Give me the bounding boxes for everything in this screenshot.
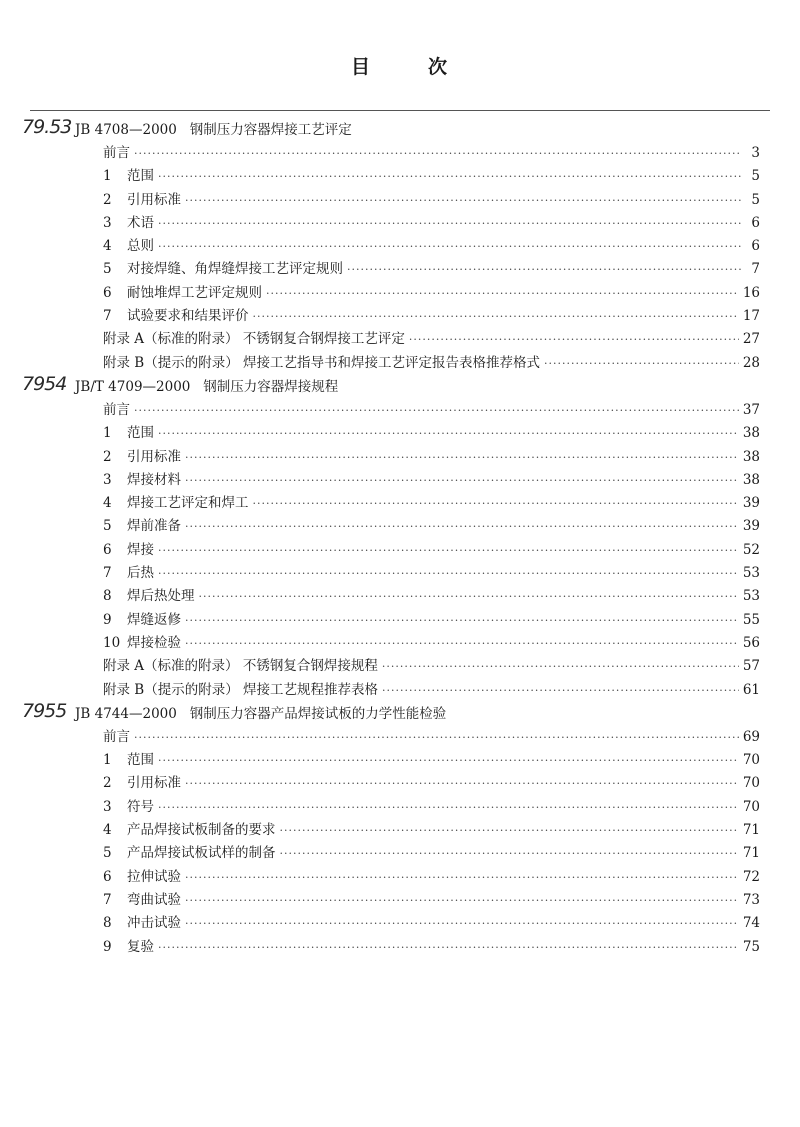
toc-entry-text: 附录 A（标准的附录） 不锈钢复合钢焊接工艺评定 <box>103 331 405 348</box>
toc-entry-number: 1 <box>103 425 112 442</box>
handwritten-annotation: 7955 <box>22 699 67 722</box>
toc-entry-number: 1 <box>103 752 112 769</box>
toc-entry-text: 弯曲试验 <box>127 891 181 908</box>
toc-entry-number: 9 <box>103 938 112 955</box>
toc-entry-page: 38 <box>742 448 760 465</box>
toc-entry-text: 试验要求和结果评价 <box>127 308 249 325</box>
dot-leader <box>158 422 739 445</box>
toc-entry-text: 焊缝返修 <box>127 611 181 628</box>
toc-entry-number: 6 <box>103 868 112 885</box>
dot-leader <box>382 655 739 678</box>
toc-entry-number: 3 <box>103 471 112 488</box>
toc-entry-number: 10 <box>103 634 121 651</box>
toc-entry <box>103 539 760 562</box>
toc-entry-number: 4 <box>103 495 112 512</box>
toc-entry-number: 7 <box>103 308 112 325</box>
dot-leader <box>544 352 739 375</box>
toc-entry-text: 总则 <box>127 238 154 255</box>
toc-entry <box>103 772 760 795</box>
toc-entry-page: 70 <box>742 775 760 792</box>
dot-leader <box>280 842 739 865</box>
toc-entry <box>103 235 760 258</box>
toc-entry <box>103 189 760 212</box>
dot-leader <box>266 282 739 305</box>
standard-title <box>75 118 352 142</box>
toc-entry-page: 53 <box>742 588 760 605</box>
toc-entry-page: 53 <box>742 565 760 582</box>
toc-entry-page: 39 <box>742 518 760 535</box>
dot-leader <box>253 492 739 515</box>
toc-entry-page: 16 <box>742 284 760 301</box>
toc-entry-page: 71 <box>742 822 760 839</box>
dot-leader <box>134 726 739 749</box>
toc-entry <box>103 165 760 188</box>
dot-leader <box>185 609 739 632</box>
dot-leader <box>185 632 739 655</box>
handwritten-annotation: 79.53 <box>22 116 72 138</box>
toc-entry-text: 附录 B（提示的附录） 焊接工艺指导书和焊接工艺评定报告表格推荐格式 <box>103 354 541 371</box>
toc-entry-text: 拉伸试验 <box>127 868 181 885</box>
toc-entry-text: 耐蚀堆焊工艺评定规则 <box>127 284 262 301</box>
toc-entry-text: 焊前准备 <box>127 518 181 535</box>
toc-entry-number: 6 <box>103 541 112 558</box>
toc-entry-text: 焊接材料 <box>127 471 181 488</box>
toc-entry-page: 55 <box>742 611 760 628</box>
toc-entry <box>103 749 760 772</box>
toc-entry-number: 1 <box>103 168 112 185</box>
toc-entry-page: 57 <box>742 658 760 675</box>
standard-code: JB 4744—2000 <box>75 705 177 722</box>
toc-entry-page: 37 <box>742 401 760 418</box>
dot-leader <box>158 212 742 235</box>
dot-leader <box>185 446 739 469</box>
toc-entry-page: 73 <box>742 891 760 908</box>
toc-entry-text: 范围 <box>127 425 154 442</box>
dot-leader <box>185 772 739 795</box>
page-title <box>0 52 800 79</box>
toc-entry-text: 产品焊接试板制备的要求 <box>127 822 276 839</box>
toc-entry-text: 术语 <box>127 214 154 231</box>
dot-leader <box>409 328 739 351</box>
toc-entry-number: 9 <box>103 611 112 628</box>
toc-entry-number: 2 <box>103 448 112 465</box>
toc-entry <box>103 912 760 935</box>
toc-entry <box>103 492 760 515</box>
toc-entry-page: 27 <box>742 331 760 348</box>
dot-leader <box>185 189 742 212</box>
toc-entry-text: 符号 <box>127 798 154 815</box>
toc-entry <box>103 819 760 842</box>
toc-entry <box>103 352 760 375</box>
dot-leader <box>185 889 739 912</box>
standard-code: JB 4708—2000 <box>75 122 177 138</box>
page-title-char-1: 目 <box>350 56 372 78</box>
toc-entry-number: 6 <box>103 284 112 301</box>
toc-entry-text: 引用标准 <box>127 775 181 792</box>
dot-leader <box>253 305 739 328</box>
table-of-contents <box>0 118 800 959</box>
toc-entry-text: 焊接检验 <box>127 634 181 651</box>
dot-leader <box>185 469 739 492</box>
toc-entry-page: 7 <box>751 261 760 278</box>
toc-entry-number: 7 <box>103 891 112 908</box>
standard-title <box>75 375 338 399</box>
toc-entry-number: 4 <box>103 238 112 255</box>
toc-entry-page: 6 <box>751 238 760 255</box>
toc-entry <box>103 679 760 702</box>
dot-leader <box>158 749 739 772</box>
toc-entry-page: 52 <box>742 541 760 558</box>
toc-entry-page: 28 <box>742 354 760 371</box>
toc-entry <box>103 632 760 655</box>
toc-entry <box>103 889 760 912</box>
toc-entry <box>103 936 760 959</box>
toc-entry <box>103 258 760 281</box>
toc-entry-number: 3 <box>103 798 112 815</box>
dot-leader <box>158 936 739 959</box>
toc-entry-number: 3 <box>103 214 112 231</box>
toc-entry-text: 冲击试验 <box>127 915 181 932</box>
toc-entry <box>103 469 760 492</box>
toc-entry-text: 后热 <box>127 565 154 582</box>
toc-entry-number: 8 <box>103 915 112 932</box>
toc-entry <box>103 328 760 351</box>
standard-name: 钢制压力容器焊接工艺评定 <box>189 122 352 138</box>
toc-entry-page: 17 <box>742 308 760 325</box>
toc-entry <box>103 212 760 235</box>
toc-entry <box>103 842 760 865</box>
toc-section-heading <box>0 699 800 726</box>
toc-entry-page: 39 <box>742 495 760 512</box>
toc-entry <box>103 866 760 889</box>
toc-entry-text: 复验 <box>127 938 154 955</box>
dot-leader <box>158 165 742 188</box>
toc-entry <box>103 515 760 538</box>
dot-leader <box>158 796 739 819</box>
dot-leader <box>185 515 739 538</box>
toc-entry <box>103 609 760 632</box>
page-title-char-2: 次 <box>428 56 450 78</box>
dot-leader <box>280 819 739 842</box>
toc-entry-page: 72 <box>742 868 760 885</box>
toc-entry-page: 5 <box>751 168 760 185</box>
toc-entry-text: 前言 <box>103 145 130 161</box>
toc-entry-page: 38 <box>742 471 760 488</box>
toc-entry <box>103 562 760 585</box>
dot-leader <box>347 258 742 281</box>
toc-entry-text: 焊接 <box>127 541 154 558</box>
toc-entry-number: 8 <box>103 588 112 605</box>
toc-entry <box>103 726 760 749</box>
standard-name: 钢制压力容器焊接规程 <box>203 378 339 395</box>
toc-entry <box>103 796 760 819</box>
toc-entry-text: 焊接工艺评定和焊工 <box>127 495 249 512</box>
toc-entry-number: 4 <box>103 822 112 839</box>
dot-leader <box>185 866 739 889</box>
toc-entry <box>103 585 760 608</box>
toc-entry-page: 70 <box>742 798 760 815</box>
dot-leader <box>134 142 742 165</box>
dot-leader <box>158 235 742 258</box>
toc-entry-page: 3 <box>751 145 760 161</box>
toc-entry <box>103 399 760 422</box>
title-rule <box>30 110 770 111</box>
toc-section-heading <box>0 372 800 399</box>
toc-entry-text: 焊后热处理 <box>127 588 195 605</box>
dot-leader <box>185 912 739 935</box>
toc-entry-page: 69 <box>742 728 760 745</box>
toc-entry-number: 5 <box>103 845 112 862</box>
toc-entry-text: 附录 B（提示的附录） 焊接工艺规程推荐表格 <box>103 681 379 698</box>
standard-name: 钢制压力容器产品焊接试板的力学性能检验 <box>189 705 447 722</box>
toc-entry-page: 61 <box>742 681 760 698</box>
dot-leader <box>158 562 739 585</box>
standard-code: JB/T 4709—2000 <box>75 378 191 395</box>
toc-entry-number: 2 <box>103 775 112 792</box>
dot-leader <box>134 399 739 422</box>
toc-entry-page: 5 <box>751 191 760 208</box>
toc-entry-page: 6 <box>751 214 760 231</box>
toc-entry-text: 对接焊缝、角焊缝焊接工艺评定规则 <box>127 261 343 278</box>
toc-entry-number: 5 <box>103 518 112 535</box>
toc-entry-text: 引用标准 <box>127 448 181 465</box>
toc-entry-number: 5 <box>103 261 112 278</box>
standard-title <box>75 702 446 726</box>
toc-section-heading <box>0 118 800 142</box>
toc-entry-page: 75 <box>742 938 760 955</box>
handwritten-annotation: 7954 <box>22 372 67 395</box>
toc-entry-text: 产品焊接试板试样的制备 <box>127 845 276 862</box>
dot-leader <box>199 585 739 608</box>
toc-entry-page: 71 <box>742 845 760 862</box>
toc-entry <box>103 282 760 305</box>
toc-entry-number: 2 <box>103 191 112 208</box>
toc-entry-text: 前言 <box>103 401 130 418</box>
toc-entry-page: 70 <box>742 752 760 769</box>
toc-entry-number: 7 <box>103 565 112 582</box>
toc-entry-page: 38 <box>742 425 760 442</box>
toc-entry-page: 56 <box>742 634 760 651</box>
dot-leader <box>158 539 739 562</box>
toc-entry-text: 范围 <box>127 752 154 769</box>
toc-entry <box>103 142 760 165</box>
toc-entry <box>103 305 760 328</box>
toc-entry-text: 引用标准 <box>127 191 181 208</box>
toc-entry-text: 范围 <box>127 168 154 185</box>
dot-leader <box>382 679 739 702</box>
toc-entry-page: 74 <box>742 915 760 932</box>
toc-entry-text: 前言 <box>103 728 130 745</box>
toc-entry <box>103 655 760 678</box>
toc-entry <box>103 422 760 445</box>
toc-entry <box>103 446 760 469</box>
toc-entry-text: 附录 A（标准的附录） 不锈钢复合钢焊接规程 <box>103 658 378 675</box>
